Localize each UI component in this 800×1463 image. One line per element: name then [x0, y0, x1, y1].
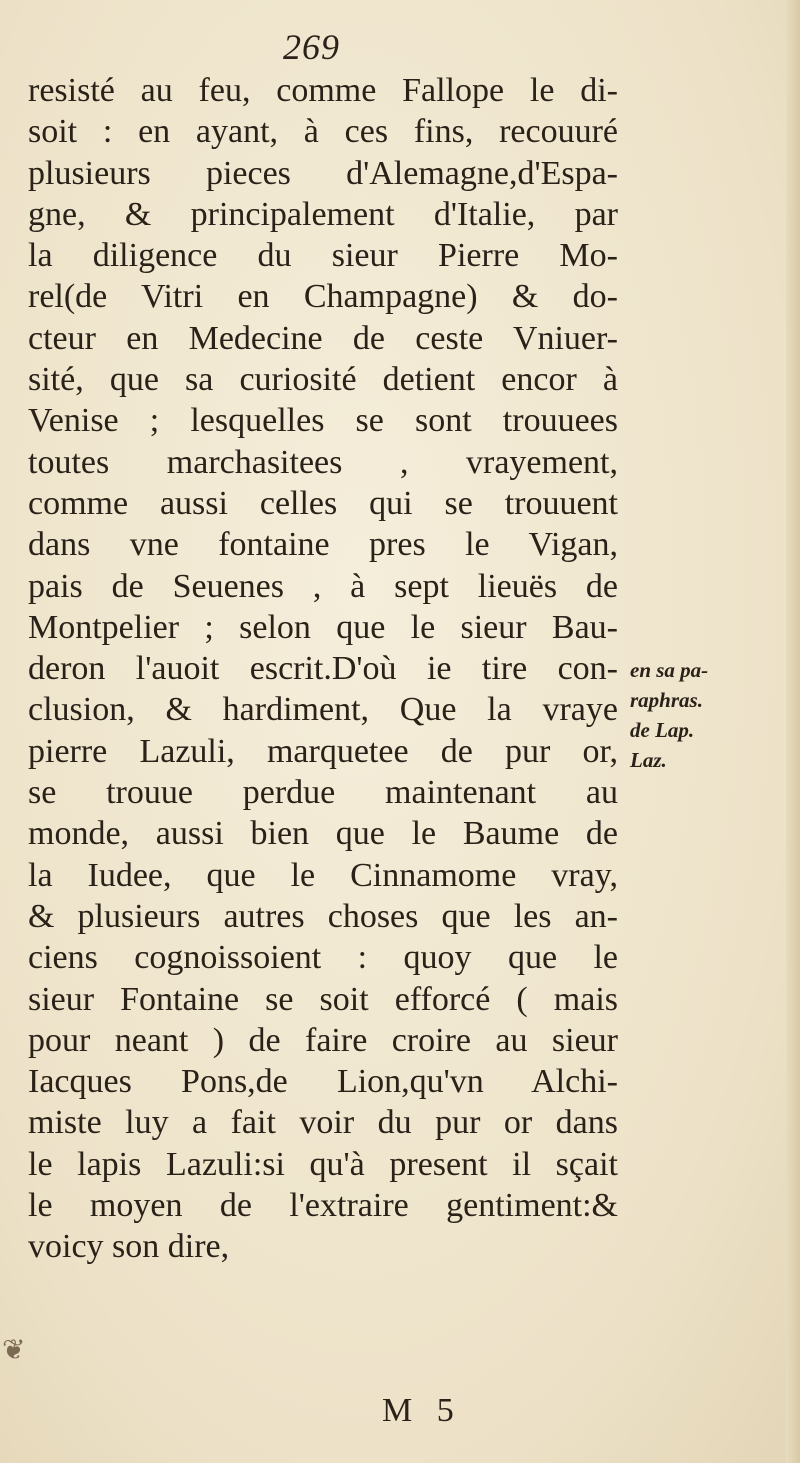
text-line: rel(de Vitri en Champagne) & do-	[28, 278, 618, 316]
margin-note-line: Laz.	[630, 748, 667, 772]
body-text	[28, 70, 618, 1268]
text-line: resisté au feu, comme Fallope le di-	[28, 72, 618, 109]
text-line: la Iudee, que le Cinnamome vray,	[28, 856, 618, 894]
text-line: Venise ; lesquelles se sont trouuees	[28, 402, 618, 440]
text-line: sité, que sa curiosité detient encor à	[28, 361, 618, 399]
text-line: toutes marchasitees , vrayement,	[28, 443, 618, 481]
flower-ornament-icon: ❦	[2, 1335, 26, 1366]
text-line: cteur en Medecine de ceste Vniuer-	[28, 319, 618, 357]
text-line: pierre Lazuli, marquetee de pur or,	[28, 732, 618, 770]
text-line: pour neant ) de faire croire au sieur	[28, 1021, 618, 1059]
text-line: clusion, & hardiment, Que la vraye	[28, 691, 618, 729]
text-line: deron l'auoit escrit.D'où ie tire con-	[28, 650, 618, 688]
page-number: 269	[283, 27, 340, 67]
text-line: monde, aussi bien que le Baume de	[28, 815, 618, 853]
margin-note	[630, 655, 780, 775]
text-line: pais de Seuenes , à sept lieuës de	[28, 567, 618, 605]
text-line: se trouue perdue maintenant au	[28, 774, 618, 812]
text-line: & plusieurs autres choses que les an-	[28, 897, 618, 935]
text-line: soit : en ayant, à ces fins, recouuré	[28, 113, 618, 151]
text-line: miste luy a fait voir du pur or dans	[28, 1104, 618, 1142]
signature-mark: M 5	[382, 1392, 462, 1429]
text-line: dans vne fontaine pres le Vigan,	[28, 526, 618, 564]
text-line: comme aussi celles qui se trouuent	[28, 484, 618, 522]
margin-note-line: raphras.	[630, 688, 703, 712]
text-line: ciens cognoissoient : quoy que le	[28, 939, 618, 977]
text-line: Montpelier ; selon que le sieur Bau-	[28, 608, 618, 646]
text-line: sieur Fontaine se soit efforcé ( mais	[28, 980, 618, 1018]
text-line: voicy son dire,	[28, 1228, 230, 1266]
text-line: le lapis Lazuli:si qu'à present il sçait	[28, 1145, 618, 1183]
text-line: la diligence du sieur Pierre Mo-	[28, 237, 618, 275]
text-line: plusieurs pieces d'Alemagne,d'Espa-	[28, 154, 618, 192]
page-edge	[786, 0, 800, 1463]
text-line: Iacques Pons,de Lion,qu'vn Alchi-	[28, 1063, 618, 1101]
margin-note-line: de Lap.	[630, 718, 695, 742]
text-line: gne, & principalement d'Italie, par	[28, 195, 618, 233]
text-line: le moyen de l'extraire gentiment:&	[28, 1187, 618, 1225]
margin-note-line: en sa pa-	[630, 658, 709, 682]
